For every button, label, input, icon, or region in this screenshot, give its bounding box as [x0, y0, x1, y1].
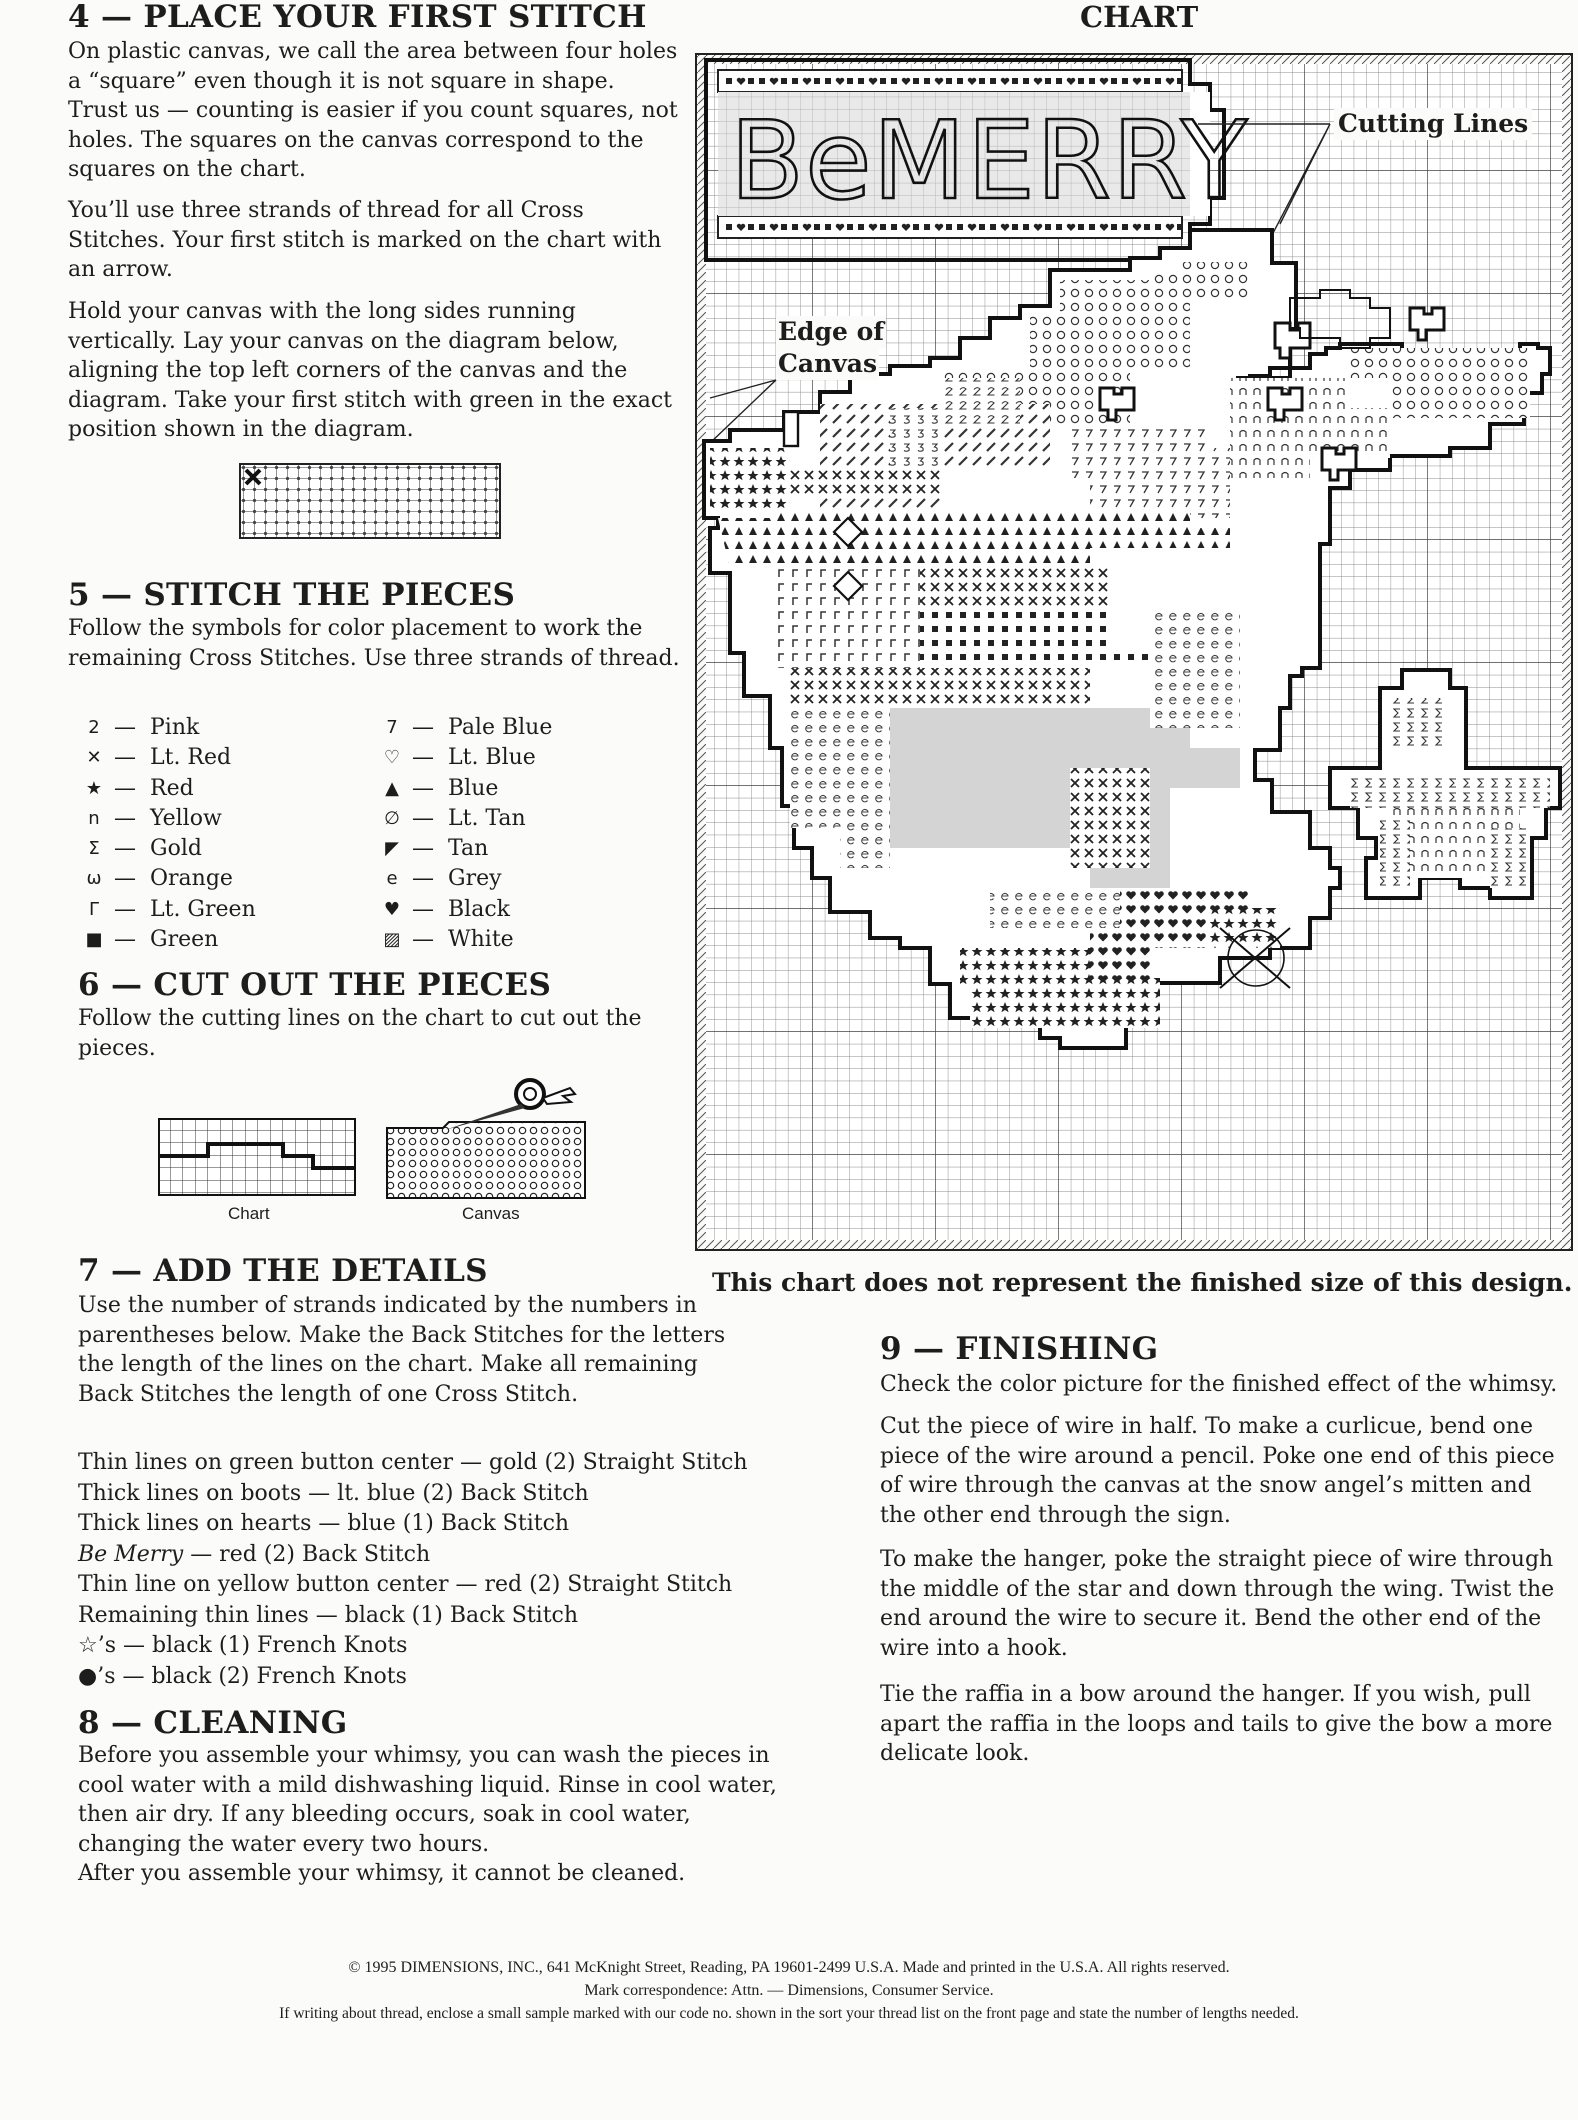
stitch-instruction-line: Remaining thin lines — black (1) Back Stitch [78, 1602, 579, 1628]
section-9-paragraph-4: Tie the raffia in a bow around the hanger. If you wish, pull apart the raffia in the loops and tails to give the bow a more delicate look. [880, 1682, 1553, 1766]
cutting-chart-label: Chart [228, 1204, 270, 1223]
stitch-instruction-line: Thin line on yellow button center — red (2) Straight Stitch [78, 1572, 733, 1597]
legend-row [74, 774, 305, 804]
legend-dash: — [114, 715, 136, 740]
section-5-paragraph-1: Follow the symbols for color placement to work the remaining Cross Stitches. Use three strands of thread. [68, 616, 680, 671]
legend-color-name: Grey [448, 866, 502, 892]
legend-row [372, 804, 603, 834]
stitch-instruction-line: Thin lines on green button center — gold (2) Straight Stitch [78, 1450, 748, 1475]
legend-dash: — [412, 715, 434, 740]
legend-row [74, 834, 305, 864]
legend-dash: — [114, 775, 136, 801]
cross-stitch-chart [690, 48, 1578, 1260]
legend-dash: — [412, 745, 434, 771]
section-7-title: 7 — ADD THE DETAILS [78, 1253, 488, 1289]
legend-row [372, 834, 603, 864]
legend-color-name: Tan [448, 836, 489, 862]
legend-symbol-icon: 2 [88, 717, 100, 738]
legend-symbol-icon: ω [86, 868, 102, 890]
legend-symbol-icon: ∅ [384, 807, 400, 829]
legend-row [372, 743, 603, 773]
section-9-paragraph-3: To make the hanger, poke the straight piece of wire through the middle of the star and down through the wing. Twist the end around the wire to secure it. Bend the other end of the wire into a hook. [880, 1547, 1555, 1661]
stitch-instruction-line: ☆’s — black (1) French Knots [78, 1633, 408, 1658]
color-legend-col-1 [74, 713, 305, 955]
cutting-canvas-diagram [385, 1070, 595, 1200]
stitch-instruction-line: Be Merry — red (2) Back Stitch [78, 1541, 431, 1567]
section-9-title: 9 — FINISHING [880, 1331, 1159, 1367]
legend-row [372, 864, 603, 894]
legend-dash: — [114, 896, 136, 922]
callout-edge-of-2: Canvas [778, 349, 878, 378]
legend-dash: — [114, 745, 136, 771]
footer-thread-note: If writing about thread, enclose a small sample marked with our code no. shown in the sort your thread list on the front page and state the number of lengths needed. [279, 2005, 1299, 2022]
legend-color-name: Orange [150, 866, 233, 892]
legend-row [372, 774, 603, 804]
legend-dash: — [412, 836, 434, 862]
legend-row [74, 743, 305, 773]
cutting-canvas-label: Canvas [462, 1204, 520, 1223]
section-8-title: 8 — CLEANING [78, 1705, 348, 1741]
legend-symbol-icon: ▲ [385, 777, 399, 799]
legend-color-name: Pale Blue [448, 715, 553, 740]
legend-symbol-icon: 7 [386, 717, 398, 738]
legend-dash: — [412, 775, 434, 801]
section-7-stitch-list [78, 1448, 748, 1692]
legend-color-name: Yellow [150, 805, 222, 831]
legend-color-name: Red [150, 775, 194, 801]
legend-dash: — [412, 927, 434, 953]
legend-color-name: Green [150, 927, 219, 953]
legend-symbol-icon: ▨ [383, 929, 401, 951]
callout-edge-of-1: Edge of [778, 317, 885, 346]
legend-dash: — [412, 896, 434, 922]
stitch-instruction-line: Thick lines on boots — lt. blue (2) Back Stitch [78, 1480, 589, 1506]
legend-color-name: Black [448, 896, 510, 922]
section-4-paragraph-1: On plastic canvas, we call the area between four holes a “square” even though it is not square in shape. Trust us — counting is easier if you count squares, not holes. The squares on the canvas correspond to the squares on the chart. [68, 39, 678, 182]
section-4-title: 4 — PLACE YOUR FIRST STITCH [68, 0, 647, 35]
section-7-paragraph-1: Use the number of strands indicated by the numbers in parentheses below. Make the Back Stitches for the letters the length of the lines on the chart. Make all remaining Back Stitches the length of one Cross Stitch. [78, 1293, 726, 1407]
stitch-instruction-line: Thick lines on hearts — blue (1) Back Stitch [78, 1511, 570, 1536]
section-6-title: 6 — CUT OUT THE PIECES [78, 967, 552, 1003]
legend-row [74, 925, 305, 955]
legend-dash: — [114, 805, 136, 831]
legend-row [74, 864, 305, 894]
be-merry-sign-piece [706, 60, 1248, 260]
section-9-paragraph-1: Check the color picture for the finished effect of the whimsy. [880, 1372, 1558, 1397]
legend-symbol-icon: ★ [85, 777, 103, 799]
legend-color-name: Gold [150, 836, 202, 862]
legend-row [74, 804, 305, 834]
legend-color-name: White [448, 927, 514, 953]
color-legend-col-2 [372, 713, 603, 955]
callout-cutting-lines: Cutting Lines [1334, 108, 1532, 140]
be-merry-letters: BeMERRY [730, 99, 1249, 224]
legend-color-name: Lt. Tan [448, 805, 526, 831]
legend-color-name: Lt. Green [150, 896, 256, 922]
section-6-paragraph-1: Follow the cutting lines on the chart to cut out the pieces. [78, 1006, 642, 1061]
legend-symbol-icon: Γ [88, 898, 100, 920]
stitch-instruction-line: ●’s — black (2) French Knots [78, 1663, 407, 1689]
section-4-paragraph-2: You’ll use three strands of thread for all Cross Stitches. Your first stitch is marked on the chart with an arrow. [68, 198, 662, 282]
legend-row [372, 925, 603, 955]
chart-size-note: This chart does not represent the finished size of this design. [712, 1268, 1573, 1297]
legend-row [372, 713, 603, 743]
first-stitch-diagram [238, 462, 504, 542]
section-8-paragraph-1: Before you assemble your whimsy, you can wash the pieces in cool water with a mild dishwashing liquid. Rinse in cool water, then air dry. If any bleeding occurs, soak in cool water, changing the water every two hours. [78, 1743, 777, 1857]
legend-symbol-icon: ♥ [383, 898, 401, 920]
legend-symbol-icon: ♡ [383, 747, 401, 769]
legend-symbol-icon: ■ [85, 929, 103, 951]
legend-color-name: Lt. Blue [448, 745, 536, 771]
legend-symbol-icon: e [386, 868, 398, 890]
section-9-paragraph-2: Cut the piece of wire in half. To make a curlicue, bend one piece of the wire around a pencil. Poke one end of this piece of wire through the canvas at the snow angel’s mitten and the other end through the sign. [880, 1414, 1555, 1528]
chart-title: CHART [1080, 0, 1199, 34]
legend-row [372, 895, 603, 925]
legend-dash: — [114, 866, 136, 892]
legend-symbol-icon: n [88, 807, 100, 829]
legend-symbol-icon: ✕ [86, 747, 102, 769]
legend-row [74, 713, 305, 743]
section-4-paragraph-3: Hold your canvas with the long sides running vertically. Lay your canvas on the diagram below, aligning the top left corners of the canvas and the diagram. Take your first stitch with green in the exact position shown in the diagram. [68, 299, 672, 442]
legend-dash: — [114, 927, 136, 953]
legend-dash: — [412, 805, 434, 831]
cutting-chart-diagram [158, 1118, 358, 1198]
legend-symbol-icon: Σ [88, 838, 100, 860]
section-8-paragraph-2: After you assemble your whimsy, it cannot be cleaned. [78, 1861, 686, 1886]
legend-color-name: Lt. Red [150, 745, 232, 771]
legend-dash: — [412, 866, 434, 892]
legend-dash: — [114, 836, 136, 862]
legend-row [74, 895, 305, 925]
section-5-title: 5 — STITCH THE PIECES [68, 577, 516, 613]
footer-correspondence: Mark correspondence: Attn. — Dimensions, Consumer Service. [584, 1982, 994, 1999]
legend-color-name: Pink [150, 715, 200, 740]
legend-color-name: Blue [448, 775, 499, 801]
footer-copyright: © 1995 DIMENSIONS, INC., 641 McKnight Street, Reading, PA 19601-2499 U.S.A. Made and printed in the U.S.A. All rights reserved. [348, 1959, 1230, 1976]
legend-symbol-icon: ◤ [385, 838, 399, 860]
